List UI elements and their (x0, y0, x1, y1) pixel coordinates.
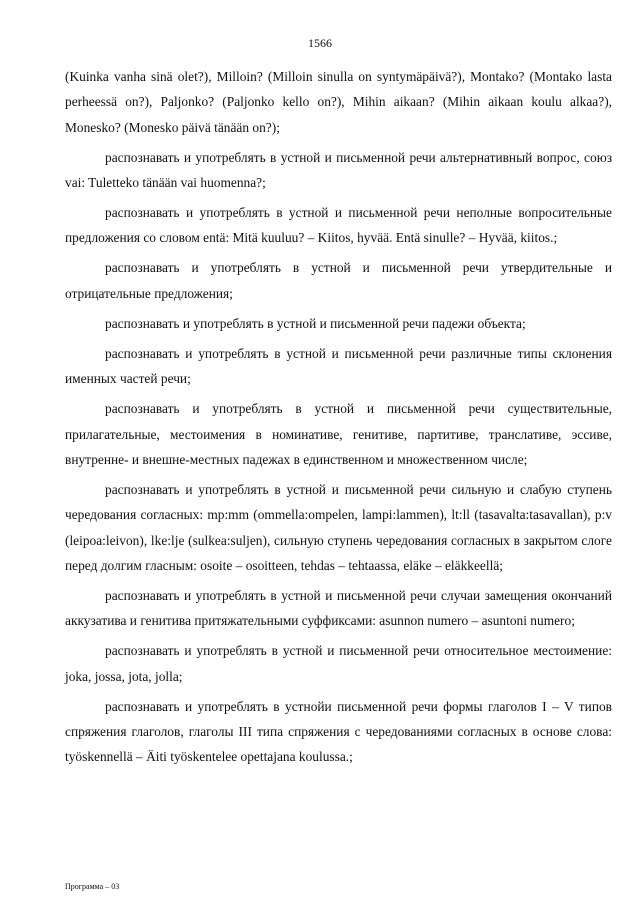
footer-label: Программа – 03 (65, 882, 120, 891)
paragraph-continuation: (Kuinka vanha sinä olet?), Milloin? (Milloin sinulla on syntymäpäivä?), Montako? (Montako lasta perheessä on?), Paljonko? (Paljonko kello on?), Mihin aikaan? (Mihin aikaan koulu alkaa?), Monesko? (Monesko päivä tänään on?); (65, 69, 612, 135)
paragraph-relative-pronoun: распознавать и употреблять в устной и письменной речи относительное местоимение: joka, jossa, jota, jolla; (65, 643, 612, 684)
paragraph-declension-types: распознавать и употреблять в устной и письменной речи различные типы склонения именных частей речи; (65, 345, 612, 387)
paragraph-affirmative-negative: распознавать и употреблять в устной и письменной речи утвердительные и отрицательные предложения; (65, 260, 612, 301)
page-number: 1566 (308, 36, 332, 50)
paragraph-alternative-question: распознавать и употреблять в устной и письменной речи альтернативный вопрос, союз vai: Tuletteko tänään vai huomenna?; (65, 149, 612, 190)
document-body (65, 64, 612, 774)
paragraph-incomplete-questions: распознавать и употреблять в устной и письменной речи неполные вопросительные предложения со словом entä: Mitä kuuluu? – Kiitos, hyvää. Entä sinulle? – Hyvää, kiitos.; (65, 205, 612, 246)
paragraph-possessive-suffixes: распознавать и употреблять в устной и письменной речи случаи замещения окончаний аккузатива и генитива притяжательными суффиксами: asunnon numero – asuntoni numero; (65, 588, 612, 629)
paragraph-object-cases: распознавать и употреблять в устной и письменной речи падежи объекта; (105, 315, 526, 331)
paragraph-nouns-cases: распознавать и употреблять в устной и письменной речи существительные, прилагательные, местоимения в номинативе, генитиве, партитиве, транслативе, эссиве, внутренне- и внешне-местных падежах в единственном и множественном числе; (65, 401, 612, 467)
paragraph-verb-conjugation: распознавать и употреблять в устнойи письменной речи формы глаголов I – V типов спряжения глаголов, глаголы III типа спряжения с чередованиями согласных в основе слова: työskennellä – Äiti työskentelee opettajana koulussa.; (65, 698, 612, 765)
paragraph-consonant-gradation: распознавать и употреблять в устной и письменной речи сильную и слабую ступень чередования согласных: mp:mm (ommella:ompelen, lampi:lammen), lt:ll (tasavalta:tasavallan), p:v (leipoa:leivon), lke:lje (sulkea:suljen), сильную ступень чередования согласных в закрытом слоге перед долгим гласным: osoite – osoitteen, tehdas – tehtaassa, eläke – eläkkeellä; (65, 482, 612, 573)
